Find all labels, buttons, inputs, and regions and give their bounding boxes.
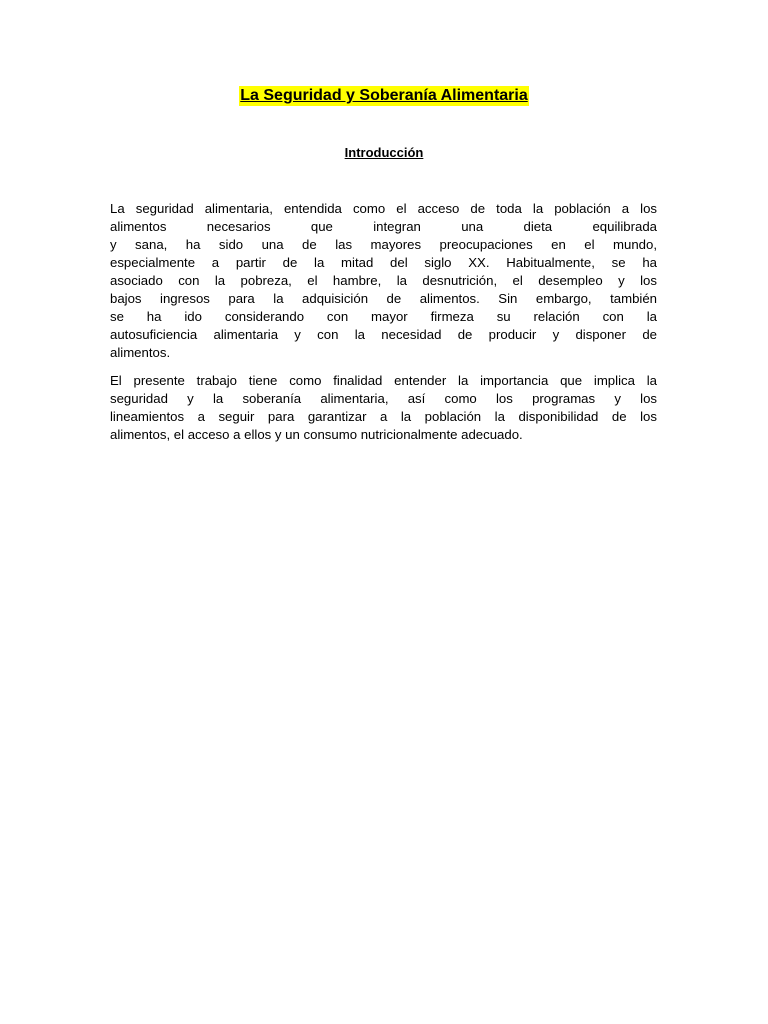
text-line: autosuficiencia alimentaria y con la necesidad de producir y disponer de (110, 327, 657, 342)
paragraph (110, 372, 657, 444)
text-line: y sana, ha sido una de las mayores preocupaciones en el mundo, (110, 237, 657, 252)
text-line: alimentos. (110, 345, 171, 360)
text-line: asociado con la pobreza, el hambre, la desnutrición, el desempleo y los (110, 273, 657, 288)
paragraph (110, 200, 657, 362)
text-line: alimentos, el acceso a ellos y un consumo nutricionalmente adecuado. (110, 427, 523, 442)
section-heading: Introducción (344, 145, 424, 160)
text-line: El presente trabajo tiene como finalidad entender la importancia que implica la (110, 373, 657, 388)
text-line: bajos ingresos para la adquisición de alimentos. Sin embargo, también (110, 291, 657, 306)
text-line: especialmente a partir de la mitad del siglo XX. Habitualmente, se ha (110, 255, 657, 270)
text-line: se ha ido considerando con mayor firmeza su relación con la (110, 309, 657, 324)
document-title: La Seguridad y Soberanía Alimentaria (240, 87, 528, 104)
text-line: La seguridad alimentaria, entendida como el acceso de toda la población a los (110, 201, 657, 216)
body-text (110, 200, 657, 454)
text-line: lineamientos a seguir para garantizar a la población la disponibilidad de los (110, 409, 657, 424)
text-line: seguridad y la soberanía alimentaria, así como los programas y los (110, 391, 657, 406)
text-line: alimentos necesarios que integran una dieta equilibrada (110, 219, 657, 234)
title-container (0, 86, 768, 106)
subtitle-container (0, 144, 768, 162)
